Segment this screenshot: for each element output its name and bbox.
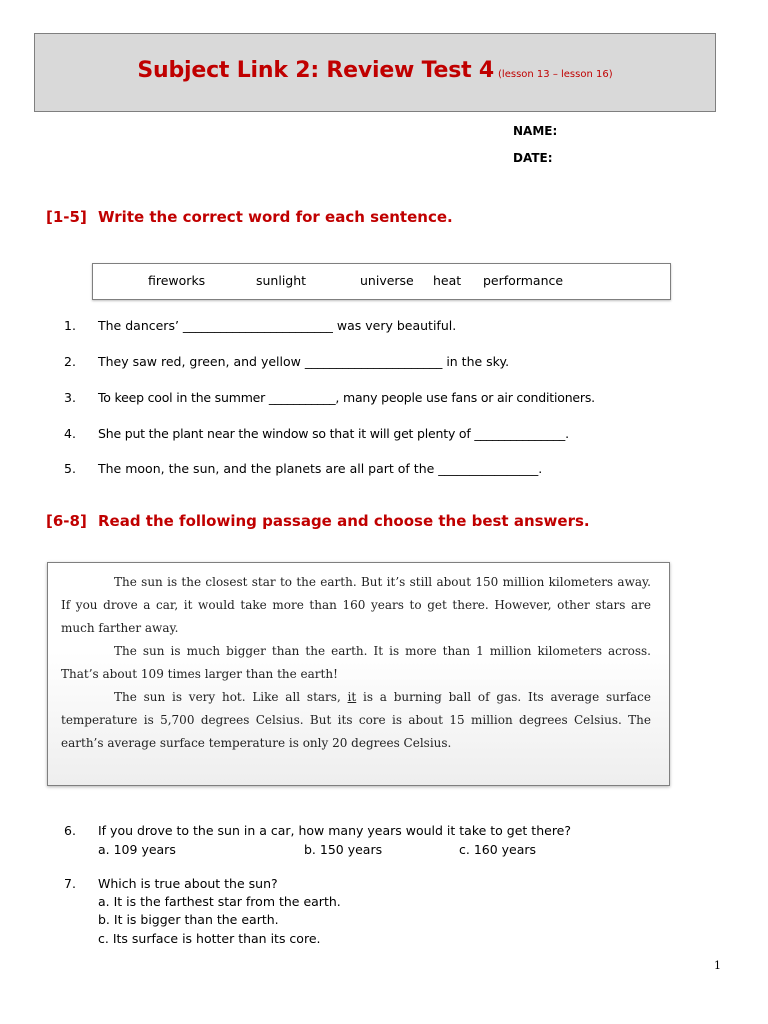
passage-text: The sun is very hot. Like all stars, <box>114 690 348 704</box>
reading-passage-box <box>47 562 670 786</box>
section-2-number: [6-8] <box>46 512 87 530</box>
question-6-option-c: c. 160 years <box>459 842 537 857</box>
question-text: She put the plant near the window so that it will get plenty of _______________. <box>98 426 569 441</box>
question-7-number: 7. <box>64 876 76 891</box>
title-box <box>34 33 716 112</box>
question-text: They saw red, green, and yellow ______________________ in the sky. <box>98 354 510 369</box>
page-title <box>35 58 715 83</box>
reading-passage <box>61 571 651 755</box>
word-bank-item: fireworks <box>148 273 206 288</box>
word-bank-item: performance <box>483 273 564 288</box>
question-7-option-a: a. It is the farthest star from the earth. <box>98 894 341 909</box>
question-number: 3. <box>64 390 76 405</box>
lesson-range: (lesson 13 – lesson 16) <box>498 69 613 80</box>
question-text: To keep cool in the summer ___________, many people use fans or air conditioners. <box>98 390 595 405</box>
date-label: DATE: <box>513 151 553 165</box>
section-1-instruction: Write the correct word for each sentence. <box>98 208 453 226</box>
page-number: 1 <box>714 959 721 972</box>
section-2-heading <box>46 512 590 530</box>
word-bank <box>92 263 671 300</box>
question-6-option-b: b. 150 years <box>304 842 383 857</box>
question-7-option-b: b. It is bigger than the earth. <box>98 912 279 927</box>
question-7-text: Which is true about the sun? <box>98 876 278 891</box>
passage-paragraph-1: The sun is the closest star to the earth. But it’s still about 150 million kilometers away. If you drove a car, it would take more than 160 years to get there. However, other stars are much farther away. <box>61 575 651 635</box>
question-number: 4. <box>64 426 76 441</box>
passage-paragraph-2: The sun is much bigger than the earth. It is more than 1 million kilometers across. That’s about 109 times larger than the earth! <box>61 644 651 681</box>
word-bank-item: universe <box>360 273 414 288</box>
question-7-option-c: c. Its surface is hotter than its core. <box>98 931 321 946</box>
test-title: Subject Link 2: Review Test 4 <box>137 58 495 83</box>
question-number: 2. <box>64 354 76 369</box>
passage-text: is a burning ball of gas. Its average surface temperature is 5,700 degrees Celsius. But its core is about 15 million degrees Celsius. The earth’s average surface temperature is only 20 degrees Celsius. <box>61 690 651 750</box>
word-bank-item: heat <box>433 273 462 288</box>
question-text: The dancers’ ________________________ was very beautiful. <box>98 318 457 333</box>
underlined-word: it <box>347 690 357 704</box>
name-label: NAME: <box>513 124 558 138</box>
question-6-text: If you drove to the sun in a car, how many years would it take to get there? <box>98 823 572 838</box>
word-bank-item: sunlight <box>256 273 307 288</box>
section-1-heading <box>46 208 453 226</box>
question-6-number: 6. <box>64 823 76 838</box>
passage-paragraph-3 <box>61 686 651 755</box>
question-number: 5. <box>64 461 76 476</box>
question-text: The moon, the sun, and the planets are all part of the ________________. <box>98 461 543 476</box>
section-2-instruction: Read the following passage and choose the best answers. <box>98 512 590 530</box>
section-1-number: [1-5] <box>46 208 87 226</box>
question-number: 1. <box>64 318 76 333</box>
question-6-option-a: a. 109 years <box>98 842 176 857</box>
